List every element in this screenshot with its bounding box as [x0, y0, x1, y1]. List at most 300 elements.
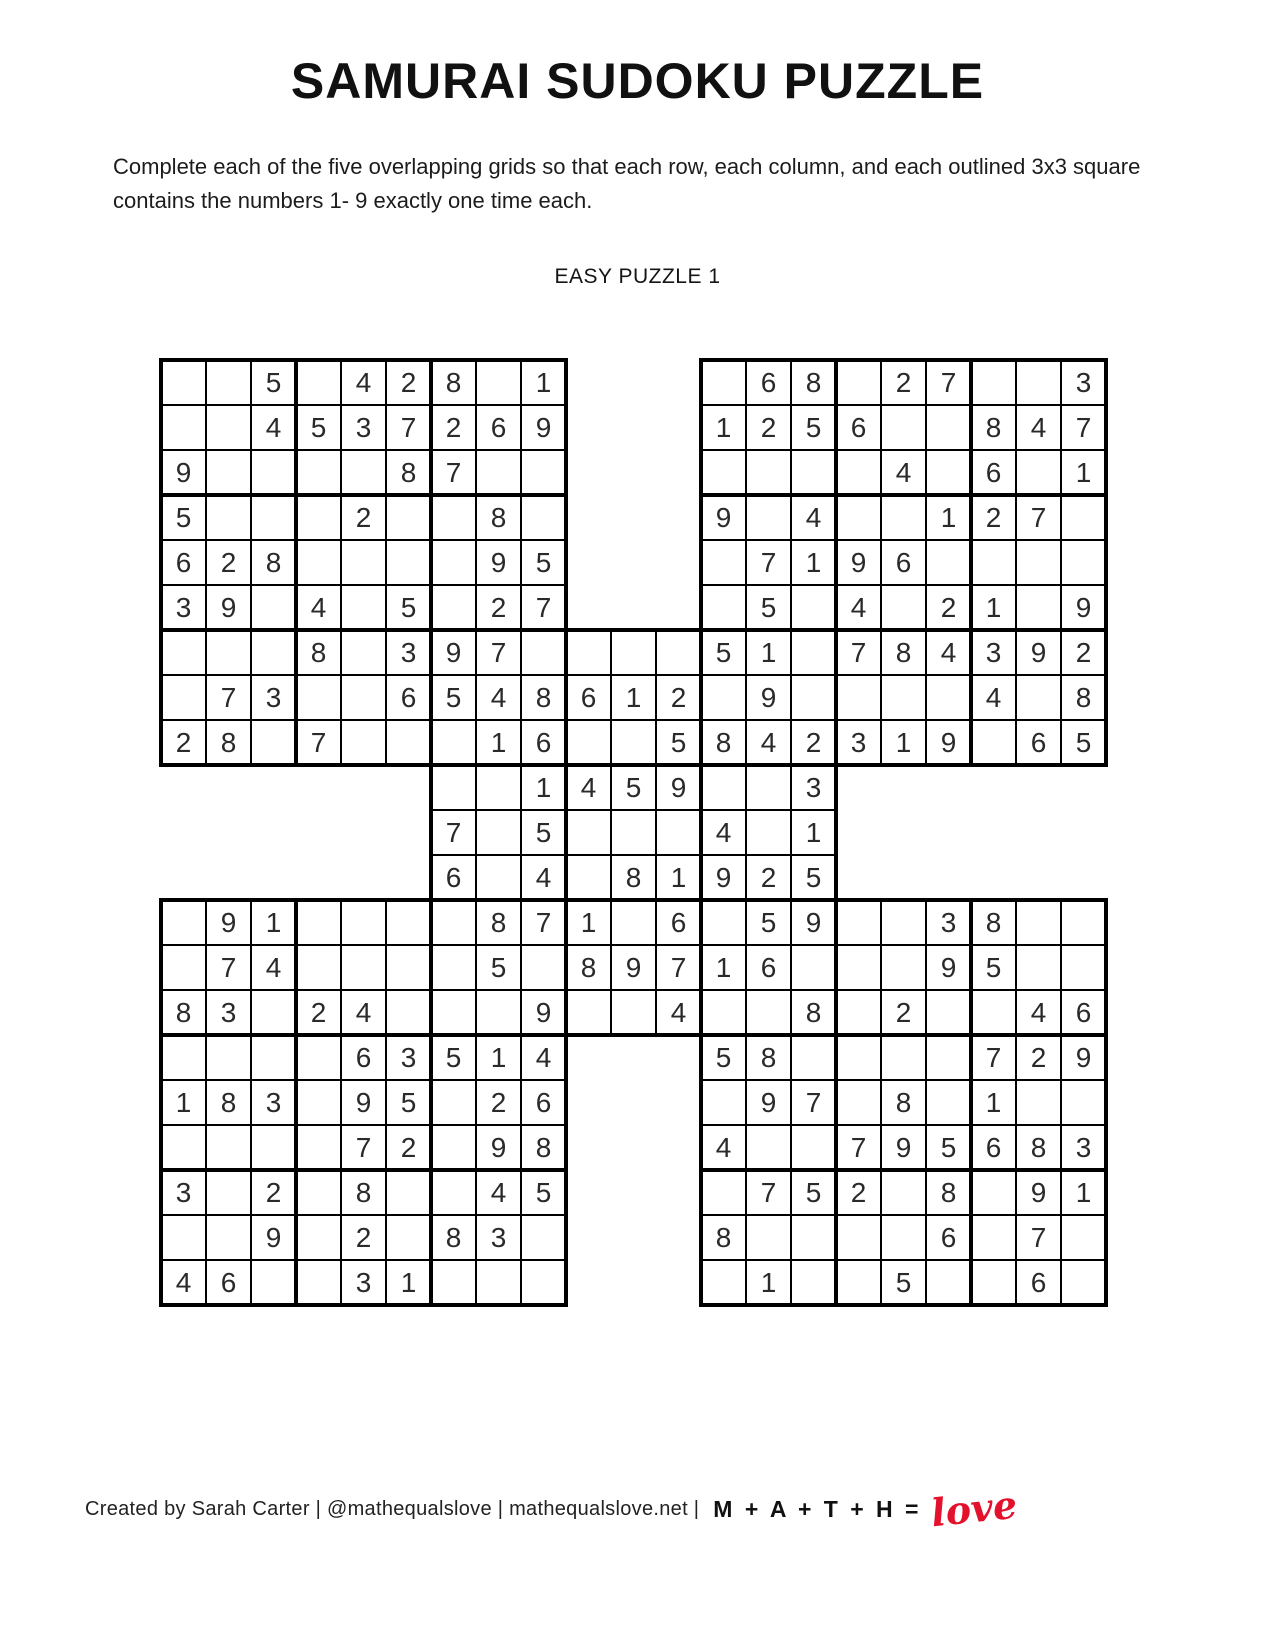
cell-bottom-left-r6c5: 7 — [341, 1125, 386, 1170]
cell-top-left-r7c5 — [341, 630, 386, 675]
cell-bottom-right-r4c2: 8 — [746, 1035, 791, 1080]
cell-center-r8c9 — [791, 945, 836, 990]
cell-bottom-right-r4c9: 9 — [1061, 1035, 1106, 1080]
cell-bottom-left-r8c3: 9 — [251, 1215, 296, 1260]
cell-top-left-r5c4 — [296, 540, 341, 585]
cell-bottom-left-r5c8: 2 — [476, 1080, 521, 1125]
footer-credit: Created by Sarah Carter | @mathequalslove | mathequalslove.net | — [85, 1497, 700, 1520]
cell-bottom-right-r4c6 — [926, 1035, 971, 1080]
cell-top-left-r2c8: 6 — [476, 405, 521, 450]
cell-center-r4c7 — [701, 765, 746, 810]
cell-center-r2c5: 1 — [611, 675, 656, 720]
cell-top-right-r5c2: 7 — [746, 540, 791, 585]
cell-bottom-right-r3c8: 4 — [1016, 990, 1061, 1035]
cell-bottom-right-r2c4 — [836, 945, 881, 990]
cell-bottom-right-r8c7 — [971, 1215, 1016, 1260]
cell-bottom-left-r6c7 — [431, 1125, 476, 1170]
cell-center-r8c2: 5 — [476, 945, 521, 990]
cell-top-right-r3c7: 6 — [971, 450, 1016, 495]
cell-top-right-r6c5 — [881, 585, 926, 630]
cell-center-r9c9: 8 — [791, 990, 836, 1035]
cell-top-right-r5c7 — [971, 540, 1016, 585]
cell-bottom-right-r1c7: 8 — [971, 900, 1016, 945]
grid-block-line-horizontal — [159, 358, 568, 362]
cell-top-left-r2c7: 2 — [431, 405, 476, 450]
cell-center-r8c7: 1 — [701, 945, 746, 990]
cell-bottom-right-r4c3 — [791, 1035, 836, 1080]
cell-center-r7c6: 6 — [656, 900, 701, 945]
puzzle-difficulty-label: EASY PUZZLE 1 — [554, 265, 721, 288]
cell-top-left-r5c1: 6 — [161, 540, 206, 585]
cell-top-left-r7c1 — [161, 630, 206, 675]
cell-top-left-r1c4 — [296, 360, 341, 405]
cell-top-right-r7c2: 1 — [746, 630, 791, 675]
cell-bottom-right-r7c1 — [701, 1170, 746, 1215]
cell-bottom-right-r8c2 — [746, 1215, 791, 1260]
cell-center-r7c9: 9 — [791, 900, 836, 945]
cell-top-left-r6c6: 5 — [386, 585, 431, 630]
cell-bottom-right-r7c4: 2 — [836, 1170, 881, 1215]
cell-bottom-right-r3c9: 6 — [1061, 990, 1106, 1035]
cell-bottom-left-r8c5: 2 — [341, 1215, 386, 1260]
cell-bottom-left-r9c1: 4 — [161, 1260, 206, 1305]
cell-bottom-left-r3c6 — [386, 990, 431, 1035]
grid-block-line-vertical — [969, 358, 973, 767]
grid-block-line-horizontal — [429, 628, 838, 632]
grid-block-line-vertical — [429, 898, 433, 1307]
grid-block-line-vertical — [1104, 898, 1108, 1307]
cell-bottom-right-r7c2: 7 — [746, 1170, 791, 1215]
cell-top-left-r6c2: 9 — [206, 585, 251, 630]
cell-top-right-r4c6: 1 — [926, 495, 971, 540]
cell-bottom-left-r7c7 — [431, 1170, 476, 1215]
cell-top-left-r9c1: 2 — [161, 720, 206, 765]
cell-bottom-left-r4c8: 1 — [476, 1035, 521, 1080]
cell-top-right-r8c3 — [791, 675, 836, 720]
cell-bottom-left-r1c6 — [386, 900, 431, 945]
cell-center-r5c7: 4 — [701, 810, 746, 855]
cell-center-r8c3 — [521, 945, 566, 990]
cell-top-right-r3c3 — [791, 450, 836, 495]
cell-bottom-left-r7c3: 2 — [251, 1170, 296, 1215]
cell-bottom-left-r6c3 — [251, 1125, 296, 1170]
cell-bottom-right-r3c5: 2 — [881, 990, 926, 1035]
cell-center-r3c6: 5 — [656, 720, 701, 765]
cell-bottom-left-r5c1: 1 — [161, 1080, 206, 1125]
grid-block-line-horizontal — [699, 1168, 1108, 1172]
cell-top-right-r7c5: 8 — [881, 630, 926, 675]
cell-bottom-left-r7c8: 4 — [476, 1170, 521, 1215]
cell-top-left-r9c4: 7 — [296, 720, 341, 765]
cell-bottom-right-r5c8 — [1016, 1080, 1061, 1125]
cell-top-left-r9c2: 8 — [206, 720, 251, 765]
cell-bottom-left-r8c4 — [296, 1215, 341, 1260]
cell-bottom-right-r5c3: 7 — [791, 1080, 836, 1125]
cell-center-r4c4: 4 — [566, 765, 611, 810]
cell-top-left-r6c3 — [251, 585, 296, 630]
cell-top-left-r9c5 — [341, 720, 386, 765]
cell-center-r6c1: 6 — [431, 855, 476, 900]
cell-bottom-left-r1c4 — [296, 900, 341, 945]
cell-top-left-r5c7 — [431, 540, 476, 585]
cell-top-right-r7c3 — [791, 630, 836, 675]
cell-top-left-r8c1 — [161, 675, 206, 720]
cell-top-left-r3c4 — [296, 450, 341, 495]
grid-block-line-horizontal — [699, 358, 1108, 362]
cell-top-right-r8c1 — [701, 675, 746, 720]
cell-bottom-right-r8c4 — [836, 1215, 881, 1260]
cell-center-r6c7: 9 — [701, 855, 746, 900]
cell-top-right-r8c5 — [881, 675, 926, 720]
cell-bottom-left-r9c5: 3 — [341, 1260, 386, 1305]
cell-bottom-left-r9c7 — [431, 1260, 476, 1305]
cell-bottom-left-r9c4 — [296, 1260, 341, 1305]
cell-bottom-left-r4c2 — [206, 1035, 251, 1080]
cell-top-left-r4c4 — [296, 495, 341, 540]
cell-center-r6c3: 4 — [521, 855, 566, 900]
cell-top-left-r9c8: 1 — [476, 720, 521, 765]
cell-bottom-left-r6c1 — [161, 1125, 206, 1170]
cell-top-left-r9c3 — [251, 720, 296, 765]
grid-block-line-vertical — [969, 898, 973, 1307]
cell-center-r2c6: 2 — [656, 675, 701, 720]
grid-block-line-horizontal — [699, 1303, 1108, 1307]
cell-bottom-left-r3c4: 2 — [296, 990, 341, 1035]
cell-top-left-r4c3 — [251, 495, 296, 540]
cell-top-left-r1c5: 4 — [341, 360, 386, 405]
cell-top-right-r2c6 — [926, 405, 971, 450]
cell-top-left-r2c2 — [206, 405, 251, 450]
cell-bottom-left-r4c4 — [296, 1035, 341, 1080]
cell-top-left-r7c8: 7 — [476, 630, 521, 675]
cell-top-left-r2c6: 7 — [386, 405, 431, 450]
cell-bottom-right-r2c9 — [1061, 945, 1106, 990]
cell-top-left-r3c8 — [476, 450, 521, 495]
cell-top-right-r4c8: 7 — [1016, 495, 1061, 540]
instructions-text: Complete each of the five overlapping grids so that each row, each column, and each outlined 3x3 square contains the numbers 1- 9 exactly one time each. — [113, 154, 1141, 213]
cell-bottom-right-r1c5 — [881, 900, 926, 945]
cell-bottom-left-r9c3 — [251, 1260, 296, 1305]
cell-top-left-r4c8: 8 — [476, 495, 521, 540]
cell-center-r7c3: 7 — [521, 900, 566, 945]
cell-bottom-left-r2c6 — [386, 945, 431, 990]
cell-top-right-r7c9: 2 — [1061, 630, 1106, 675]
cell-bottom-right-r9c6 — [926, 1260, 971, 1305]
cell-top-left-r4c6 — [386, 495, 431, 540]
cell-bottom-right-r2c6: 9 — [926, 945, 971, 990]
cell-center-r6c2 — [476, 855, 521, 900]
cell-top-right-r2c2: 2 — [746, 405, 791, 450]
cell-top-right-r3c4 — [836, 450, 881, 495]
cell-bottom-right-r9c5: 5 — [881, 1260, 926, 1305]
cell-bottom-right-r6c2 — [746, 1125, 791, 1170]
grid-block-line-vertical — [294, 898, 298, 1307]
cell-top-right-r1c2: 6 — [746, 360, 791, 405]
cell-bottom-right-r5c4 — [836, 1080, 881, 1125]
cell-bottom-left-r3c3 — [251, 990, 296, 1035]
cell-bottom-left-r6c6: 2 — [386, 1125, 431, 1170]
cell-center-r1c4 — [566, 630, 611, 675]
cell-bottom-right-r6c7: 6 — [971, 1125, 1016, 1170]
cell-bottom-left-r7c1: 3 — [161, 1170, 206, 1215]
cell-bottom-left-r5c3: 3 — [251, 1080, 296, 1125]
cell-bottom-right-r9c1 — [701, 1260, 746, 1305]
cell-bottom-right-r2c7: 5 — [971, 945, 1016, 990]
cell-top-right-r5c9 — [1061, 540, 1106, 585]
cell-bottom-right-r9c8: 6 — [1016, 1260, 1061, 1305]
cell-top-right-r6c3 — [791, 585, 836, 630]
cell-top-left-r1c3: 5 — [251, 360, 296, 405]
cell-top-left-r4c9 — [521, 495, 566, 540]
cell-center-r4c3: 1 — [521, 765, 566, 810]
cell-top-right-r5c5: 6 — [881, 540, 926, 585]
cell-top-right-r3c8 — [1016, 450, 1061, 495]
cell-bottom-left-r1c5 — [341, 900, 386, 945]
cell-center-r6c5: 8 — [611, 855, 656, 900]
cell-top-left-r3c5 — [341, 450, 386, 495]
cell-top-left-r3c6: 8 — [386, 450, 431, 495]
cell-center-r5c4 — [566, 810, 611, 855]
cell-bottom-left-r3c2: 3 — [206, 990, 251, 1035]
cell-bottom-left-r4c1 — [161, 1035, 206, 1080]
cell-bottom-right-r3c6 — [926, 990, 971, 1035]
cell-top-right-r3c2 — [746, 450, 791, 495]
cell-bottom-right-r3c7 — [971, 990, 1016, 1035]
cell-bottom-left-r8c1 — [161, 1215, 206, 1260]
cell-bottom-right-r5c7: 1 — [971, 1080, 1016, 1125]
cell-top-right-r6c1 — [701, 585, 746, 630]
cell-top-left-r2c9: 9 — [521, 405, 566, 450]
grid-block-line-horizontal — [429, 763, 838, 767]
cell-top-left-r5c6 — [386, 540, 431, 585]
cell-bottom-right-r3c4 — [836, 990, 881, 1035]
cell-bottom-right-r4c7: 7 — [971, 1035, 1016, 1080]
cell-bottom-right-r9c9 — [1061, 1260, 1106, 1305]
cell-bottom-right-r5c6 — [926, 1080, 971, 1125]
cell-bottom-left-r7c9: 5 — [521, 1170, 566, 1215]
grid-block-line-vertical — [699, 898, 703, 1307]
cell-bottom-left-r6c4 — [296, 1125, 341, 1170]
cell-top-right-r6c8 — [1016, 585, 1061, 630]
cell-top-right-r5c1 — [701, 540, 746, 585]
cell-center-r5c9: 1 — [791, 810, 836, 855]
cell-center-r9c8 — [746, 990, 791, 1035]
cell-top-left-r3c3 — [251, 450, 296, 495]
cell-center-r5c2 — [476, 810, 521, 855]
cell-top-left-r7c6: 3 — [386, 630, 431, 675]
cell-bottom-left-r8c7: 8 — [431, 1215, 476, 1260]
cell-bottom-right-r6c6: 5 — [926, 1125, 971, 1170]
cell-top-left-r5c2: 2 — [206, 540, 251, 585]
cell-center-r8c8: 6 — [746, 945, 791, 990]
cell-top-left-r2c3: 4 — [251, 405, 296, 450]
cell-top-right-r8c6 — [926, 675, 971, 720]
cell-top-right-r1c1 — [701, 360, 746, 405]
cell-bottom-left-r7c4 — [296, 1170, 341, 1215]
grid-block-line-horizontal — [699, 898, 1108, 902]
cell-bottom-right-r7c7 — [971, 1170, 1016, 1215]
cell-bottom-left-r3c1: 8 — [161, 990, 206, 1035]
cell-top-left-r7c2 — [206, 630, 251, 675]
cell-top-right-r7c7: 3 — [971, 630, 1016, 675]
cell-bottom-left-r2c2: 7 — [206, 945, 251, 990]
cell-top-right-r3c9: 1 — [1061, 450, 1106, 495]
cell-bottom-left-r2c3: 4 — [251, 945, 296, 990]
cell-top-right-r4c3: 4 — [791, 495, 836, 540]
grid-block-line-vertical — [159, 898, 163, 1307]
cell-center-r4c9: 3 — [791, 765, 836, 810]
cell-top-left-r8c7: 5 — [431, 675, 476, 720]
cell-top-left-r4c2 — [206, 495, 251, 540]
cell-center-r9c3: 9 — [521, 990, 566, 1035]
cell-bottom-left-r1c1 — [161, 900, 206, 945]
cell-top-left-r8c5 — [341, 675, 386, 720]
cell-top-right-r7c1: 5 — [701, 630, 746, 675]
cell-bottom-right-r9c7 — [971, 1260, 1016, 1305]
grid-block-line-horizontal — [699, 1033, 1108, 1037]
cell-top-left-r1c2 — [206, 360, 251, 405]
cell-bottom-left-r1c3: 1 — [251, 900, 296, 945]
cell-top-right-r5c3: 1 — [791, 540, 836, 585]
cell-center-r5c3: 5 — [521, 810, 566, 855]
cell-center-r8c6: 7 — [656, 945, 701, 990]
cell-top-right-r9c7 — [971, 720, 1016, 765]
cell-bottom-left-r9c6: 1 — [386, 1260, 431, 1305]
cell-top-right-r8c8 — [1016, 675, 1061, 720]
cell-top-left-r1c6: 2 — [386, 360, 431, 405]
cell-bottom-right-r7c5 — [881, 1170, 926, 1215]
cell-center-r7c7 — [701, 900, 746, 945]
logo-love-script-word: love — [929, 1481, 1020, 1536]
cell-bottom-right-r6c3 — [791, 1125, 836, 1170]
cell-top-left-r3c1: 9 — [161, 450, 206, 495]
cell-top-left-r4c7 — [431, 495, 476, 540]
cell-center-r6c6: 1 — [656, 855, 701, 900]
cell-center-r5c1: 7 — [431, 810, 476, 855]
cell-top-right-r2c7: 8 — [971, 405, 1016, 450]
cell-top-left-r8c8: 4 — [476, 675, 521, 720]
cell-center-r3c4 — [566, 720, 611, 765]
cell-bottom-right-r7c3: 5 — [791, 1170, 836, 1215]
cell-bottom-right-r6c8: 8 — [1016, 1125, 1061, 1170]
cell-top-left-r5c8: 9 — [476, 540, 521, 585]
cell-center-r7c8: 5 — [746, 900, 791, 945]
cell-top-left-r3c9 — [521, 450, 566, 495]
cell-bottom-left-r5c9: 6 — [521, 1080, 566, 1125]
cell-top-right-r1c3: 8 — [791, 360, 836, 405]
cell-top-left-r4c5: 2 — [341, 495, 386, 540]
cell-top-right-r9c3: 2 — [791, 720, 836, 765]
cell-top-left-r8c9: 8 — [521, 675, 566, 720]
footer — [85, 1481, 1205, 1536]
cell-bottom-right-r6c4: 7 — [836, 1125, 881, 1170]
cell-top-left-r6c8: 2 — [476, 585, 521, 630]
cell-bottom-right-r8c5 — [881, 1215, 926, 1260]
cell-top-right-r5c4: 9 — [836, 540, 881, 585]
cell-top-left-r8c6: 6 — [386, 675, 431, 720]
cell-bottom-left-r9c2: 6 — [206, 1260, 251, 1305]
cell-top-right-r9c2: 4 — [746, 720, 791, 765]
cell-bottom-left-r5c6: 5 — [386, 1080, 431, 1125]
cell-top-left-r8c2: 7 — [206, 675, 251, 720]
cell-bottom-right-r8c3 — [791, 1215, 836, 1260]
cell-top-right-r5c8 — [1016, 540, 1061, 585]
cell-center-r5c6 — [656, 810, 701, 855]
cell-top-left-r7c9 — [521, 630, 566, 675]
cell-center-r8c5: 9 — [611, 945, 656, 990]
cell-center-r9c2 — [476, 990, 521, 1035]
cell-top-right-r4c2 — [746, 495, 791, 540]
cell-top-left-r6c9: 7 — [521, 585, 566, 630]
cell-bottom-right-r6c9: 3 — [1061, 1125, 1106, 1170]
cell-top-right-r5c6 — [926, 540, 971, 585]
cell-bottom-right-r5c1 — [701, 1080, 746, 1125]
cell-center-r7c2: 8 — [476, 900, 521, 945]
cell-bottom-right-r4c4 — [836, 1035, 881, 1080]
cell-top-left-r7c4: 8 — [296, 630, 341, 675]
samurai-sudoku-board — [161, 360, 1106, 1305]
cell-top-right-r1c7 — [971, 360, 1016, 405]
cell-top-right-r1c8 — [1016, 360, 1061, 405]
cell-bottom-right-r9c3 — [791, 1260, 836, 1305]
grid-block-line-vertical — [1104, 358, 1108, 767]
cell-center-r3c5 — [611, 720, 656, 765]
cell-bottom-left-r8c2 — [206, 1215, 251, 1260]
cell-bottom-left-r4c7: 5 — [431, 1035, 476, 1080]
cell-top-right-r4c5 — [881, 495, 926, 540]
cell-bottom-right-r6c1: 4 — [701, 1125, 746, 1170]
cell-bottom-right-r5c2: 9 — [746, 1080, 791, 1125]
cell-bottom-left-r2c4 — [296, 945, 341, 990]
cell-top-right-r6c4: 4 — [836, 585, 881, 630]
cell-top-left-r1c7: 8 — [431, 360, 476, 405]
cell-bottom-right-r5c5: 8 — [881, 1080, 926, 1125]
grid-block-line-horizontal — [159, 898, 568, 902]
cell-center-r6c4 — [566, 855, 611, 900]
cell-top-right-r7c8: 9 — [1016, 630, 1061, 675]
cell-bottom-left-r5c4 — [296, 1080, 341, 1125]
cell-center-r5c8 — [746, 810, 791, 855]
cell-top-right-r9c9: 5 — [1061, 720, 1106, 765]
cell-top-right-r6c7: 1 — [971, 585, 1016, 630]
page-title: SAMURAI SUDOKU PUZZLE — [290, 53, 985, 109]
cell-top-right-r9c1: 8 — [701, 720, 746, 765]
cell-top-left-r3c7: 7 — [431, 450, 476, 495]
cell-bottom-left-r5c2: 8 — [206, 1080, 251, 1125]
grid-block-line-horizontal — [159, 1033, 568, 1037]
cell-bottom-left-r2c1 — [161, 945, 206, 990]
cell-bottom-left-r5c5: 9 — [341, 1080, 386, 1125]
cell-bottom-left-r7c5: 8 — [341, 1170, 386, 1215]
cell-top-left-r6c4: 4 — [296, 585, 341, 630]
cell-top-right-r6c9: 9 — [1061, 585, 1106, 630]
cell-top-left-r5c3: 8 — [251, 540, 296, 585]
cell-bottom-left-r8c8: 3 — [476, 1215, 521, 1260]
cell-top-left-r1c9: 1 — [521, 360, 566, 405]
cell-top-left-r9c9: 6 — [521, 720, 566, 765]
cell-top-right-r4c9 — [1061, 495, 1106, 540]
cell-bottom-right-r2c5 — [881, 945, 926, 990]
grid-block-line-horizontal — [159, 1168, 568, 1172]
cell-top-right-r8c2: 9 — [746, 675, 791, 720]
cell-top-right-r9c6: 9 — [926, 720, 971, 765]
grid-block-line-vertical — [159, 358, 163, 767]
cell-center-r1c6 — [656, 630, 701, 675]
cell-bottom-left-r7c6 — [386, 1170, 431, 1215]
cell-center-r2c4: 6 — [566, 675, 611, 720]
cell-bottom-right-r7c6: 8 — [926, 1170, 971, 1215]
cell-top-left-r6c7 — [431, 585, 476, 630]
